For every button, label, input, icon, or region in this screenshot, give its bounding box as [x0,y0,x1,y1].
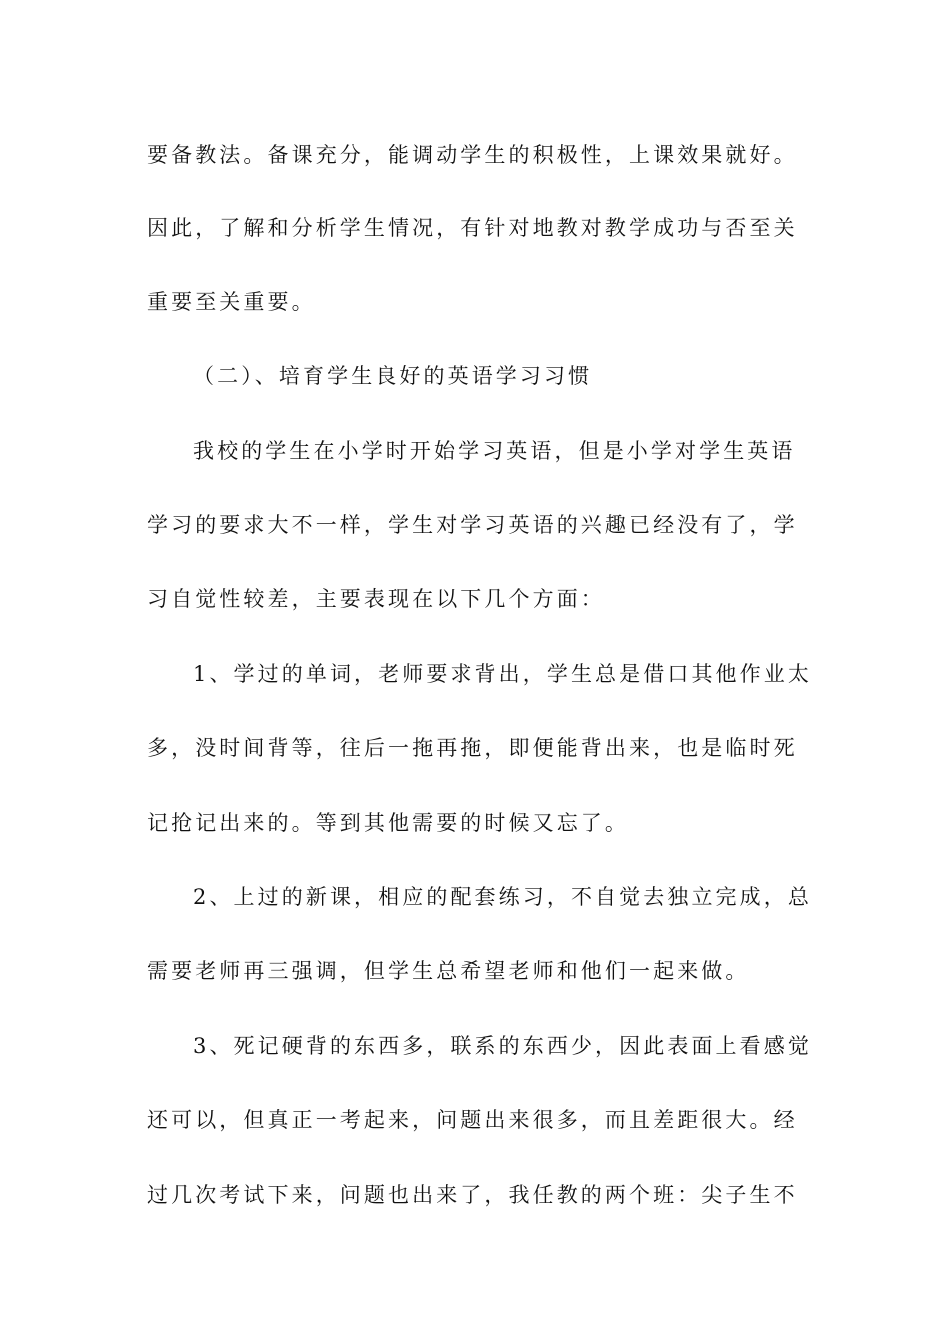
list-item-2-line-2: 需要老师再三强调，但学生总希望老师和他们一起来做。 [147,959,750,983]
text-line-2: 因此，了解和分析学生情况，有针对地教对教学成功与否至关 [147,216,798,240]
text-line-6: 学习的要求大不一样，学生对学习英语的兴趣已经没有了，学 [147,513,798,537]
list-item-1-line-2: 多，没时间背等，往后一拖再拖，即便能背出来，也是临时死 [147,736,798,760]
list-item-2-line-1: 2、上过的新课，相应的配套练习，不自觉去独立完成，总 [193,885,812,909]
list-item-3-line-3: 过几次考试下来，问题也出来了，我任教的两个班：尖子生不 [147,1183,798,1207]
text-line-3: 重要至关重要。 [147,290,316,314]
list-item-3-line-2: 还可以，但真正一考起来，问题出来很多，而且差距很大。经 [147,1108,798,1132]
list-item-3-line-1: 3、死记硬背的东西多，联系的东西少，因此表面上看感觉 [193,1034,812,1058]
text-line-5: 我校的学生在小学时开始学习英语，但是小学对学生英语 [193,439,796,463]
list-item-1-line-3: 记抢记出来的。等到其他需要的时候又忘了。 [147,811,629,835]
section-heading: （二）、培育学生良好的英语学习习惯 [193,364,593,388]
text-line-1: 要备教法。备课充分，能调动学生的积极性，上课效果就好。 [147,143,798,167]
text-line-7: 习自觉性较差，主要表现在以下几个方面： [147,587,605,611]
list-item-1-line-1: 1、学过的单词，老师要求背出，学生总是借口其他作业太 [193,662,812,686]
